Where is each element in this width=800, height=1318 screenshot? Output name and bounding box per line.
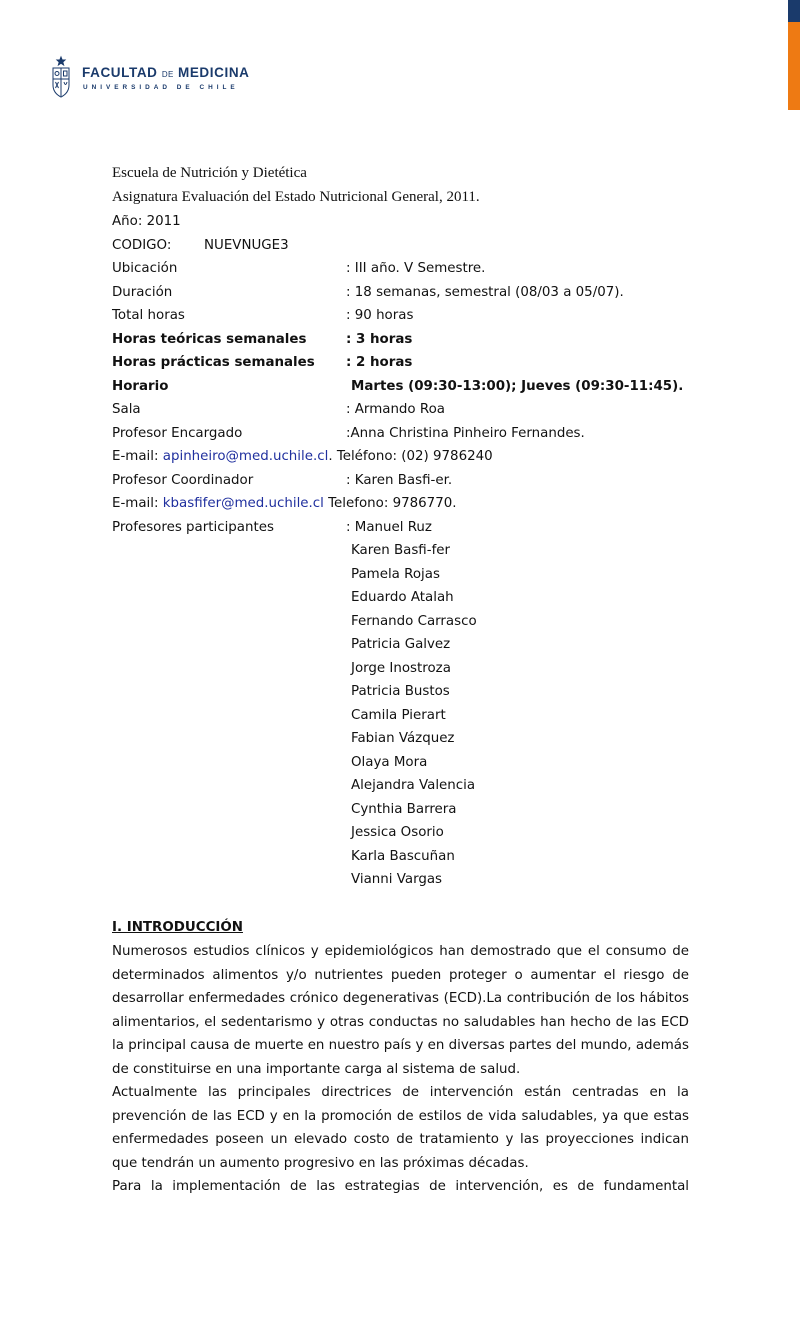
- participante-first: : Manuel Ruz: [346, 520, 432, 535]
- total-horas-value: : 90 horas: [346, 308, 414, 323]
- participante-item: Alejandra Valencia: [351, 778, 476, 793]
- participante-item: Jorge Inostroza: [351, 661, 451, 676]
- sala-label: Sala: [112, 402, 141, 417]
- sala-value: : Armando Roa: [346, 402, 445, 417]
- duracion-value: : 18 semanas, semestral (08/03 a 05/07).: [346, 285, 624, 300]
- logo-de: DE: [161, 70, 174, 79]
- participante-item: Jessica Osorio: [351, 825, 444, 840]
- horas-teoricas-value: : 3 horas: [346, 332, 413, 347]
- code-value: NUEVNUGE3: [204, 238, 289, 253]
- email-encargado-line: [112, 448, 493, 466]
- participante-item: Karla Bascuñan: [351, 849, 455, 864]
- participante-item: Fabian Vázquez: [351, 731, 455, 746]
- email-coordinador-line: [112, 495, 457, 513]
- logo-medicina: MEDICINA: [177, 65, 250, 80]
- page-accent-bar: [788, 0, 800, 110]
- faculty-logo: [50, 54, 254, 99]
- profesor-coordinador-label: Profesor Coordinador: [112, 473, 254, 488]
- code-label: CODIGO:: [112, 238, 172, 253]
- phone-coordinador: Telefono: 9786770.: [323, 496, 457, 511]
- intro-paragraph-2: Actualmente las principales directrices de intervención están centradas en la prevención de las ECD y en la promoción de estilos de vida saludables, ya que estas enfermedades poseen un elevado costo de tratamiento y las proyecciones indican que tendrán un aumento progresivo en las próximas décadas.: [112, 1085, 689, 1171]
- intro-paragraph-3: Para la implementación de las estrategias de intervención, es de fundamental: [112, 1179, 689, 1194]
- year-line: Año: 2011: [112, 214, 181, 229]
- logo-title: [82, 65, 250, 80]
- horario-value: Martes (09:30-13:00); Jueves (09:30-11:45).: [351, 379, 684, 394]
- profesor-coordinador-value: : Karen Basfi-er.: [346, 473, 453, 488]
- participante-item: Patricia Bustos: [351, 684, 450, 699]
- school-name: Escuela de Nutrición y Dietética: [112, 165, 307, 181]
- ubicacion-value: : III año. V Semestre.: [346, 261, 486, 276]
- accent-navy: [788, 0, 800, 22]
- participante-item: Pamela Rojas: [351, 567, 440, 582]
- total-horas-label: Total horas: [112, 308, 185, 323]
- participante-item: Camila Pierart: [351, 708, 446, 723]
- participante-item: Eduardo Atalah: [351, 590, 454, 605]
- intro-paragraph-1: Numerosos estudios clínicos y epidemiológicos han demostrado que el consumo de determinados alimentos y/o nutrientes pueden proteger o aumentar el riesgo de desarrollar enfermedades crónico degenerativas (ECD).La contribución de los hábitos alimentarios, el sedentarismo y otras conductas no saludables han hecho de las ECD la principal causa de muerte en nuestro país y en diversas partes del mundo, además de constituirse en una importante carga al sistema de salud.: [112, 944, 689, 1077]
- profesor-encargado-label: Profesor Encargado: [112, 426, 243, 441]
- participante-item: Vianni Vargas: [351, 872, 443, 887]
- profesores-participantes-label: Profesores participantes: [112, 520, 274, 535]
- horas-practicas-label: Horas prácticas semanales: [112, 355, 315, 370]
- logo-wordmark: [82, 54, 254, 94]
- profesor-encargado-value: :Anna Christina Pinheiro Fernandes.: [346, 426, 585, 441]
- ubicacion-label: Ubicación: [112, 261, 178, 276]
- participante-item: Cynthia Barrera: [351, 802, 457, 817]
- participante-item: Fernando Carrasco: [351, 614, 477, 629]
- course-title: Asignatura Evaluación del Estado Nutricional General, 2011.: [112, 189, 480, 205]
- accent-orange: [788, 22, 800, 110]
- email-label: E-mail:: [112, 496, 163, 511]
- phone-encargado: . Teléfono: (02) 9786240: [328, 449, 493, 464]
- participante-item: Karen Basfi-fer: [351, 543, 451, 558]
- logo-universidad: UNIVERSIDAD DE CHILE: [83, 84, 239, 91]
- email-label: E-mail:: [112, 449, 163, 464]
- introduccion-heading: I. INTRODUCCIÓN: [112, 920, 243, 935]
- duracion-label: Duración: [112, 285, 173, 300]
- email-coordinador-link[interactable]: kbasfifer@med.uchile.cl: [162, 496, 324, 511]
- horario-label: Horario: [112, 379, 169, 394]
- email-encargado-link[interactable]: apinheiro@med.uchile.cl: [162, 449, 329, 464]
- university-crest-icon: [50, 55, 72, 99]
- participante-item: Patricia Galvez: [351, 637, 451, 652]
- logo-facultad: FACULTAD: [82, 65, 158, 80]
- horas-practicas-value: : 2 horas: [346, 355, 413, 370]
- participante-item: Olaya Mora: [351, 755, 428, 770]
- horas-teoricas-label: Horas teóricas semanales: [112, 332, 307, 347]
